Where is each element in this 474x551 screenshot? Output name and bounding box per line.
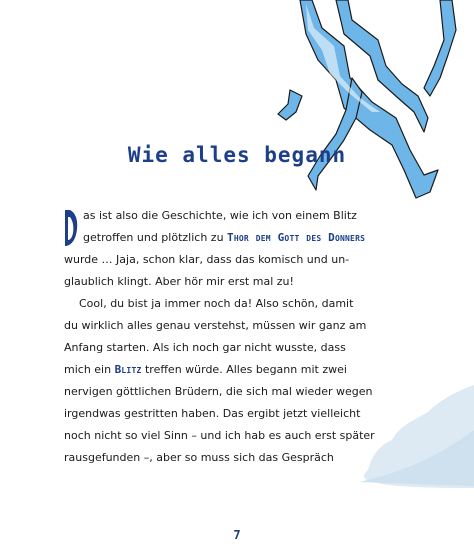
text-line: Cool, du bist ja immer noch da! Also schön, damit xyxy=(79,297,354,310)
text-line: glaublich klingt. Aber hör mir erst mal zu! xyxy=(64,275,294,288)
text-segment: getroffen und plötzlich zu xyxy=(83,231,228,244)
lightning-bolt-illustration xyxy=(278,0,456,198)
chapter-title: Wie alles begann xyxy=(127,143,347,167)
text-segment: treffen würde. Alles begann mit zwei xyxy=(141,363,347,376)
chapter-body xyxy=(64,205,414,469)
highlight-blitz: Blitz xyxy=(114,363,142,376)
text-line: rausgefunden –, aber so muss sich das Gespräch xyxy=(64,451,334,464)
text-line: Anfang starten. Als ich noch gar nicht wusste, dass xyxy=(64,341,346,354)
text-line: du wirklich alles genau verstehst, müssen wir ganz am xyxy=(64,319,367,332)
text-line: nervigen göttlichen Brüdern, die sich mal wieder wegen xyxy=(64,385,373,398)
text-line xyxy=(64,359,414,381)
text-line: as ist also die Geschichte, wie ich von einem Blitz xyxy=(83,209,357,222)
text-line: wurde … Jaja, schon klar, dass das komisch und un- xyxy=(64,253,350,266)
page-number: 7 xyxy=(233,528,241,542)
text-line xyxy=(64,227,414,249)
text-segment: mich ein xyxy=(64,363,115,376)
text-line: irgendwas gestritten haben. Das ergibt jetzt vielleicht xyxy=(64,407,361,420)
text-line: noch nicht so viel Sinn – und ich hab es auch erst später xyxy=(64,429,375,442)
highlight-thor: Thor dem Gott des Donners xyxy=(227,231,366,244)
drop-cap-letter xyxy=(64,209,78,247)
